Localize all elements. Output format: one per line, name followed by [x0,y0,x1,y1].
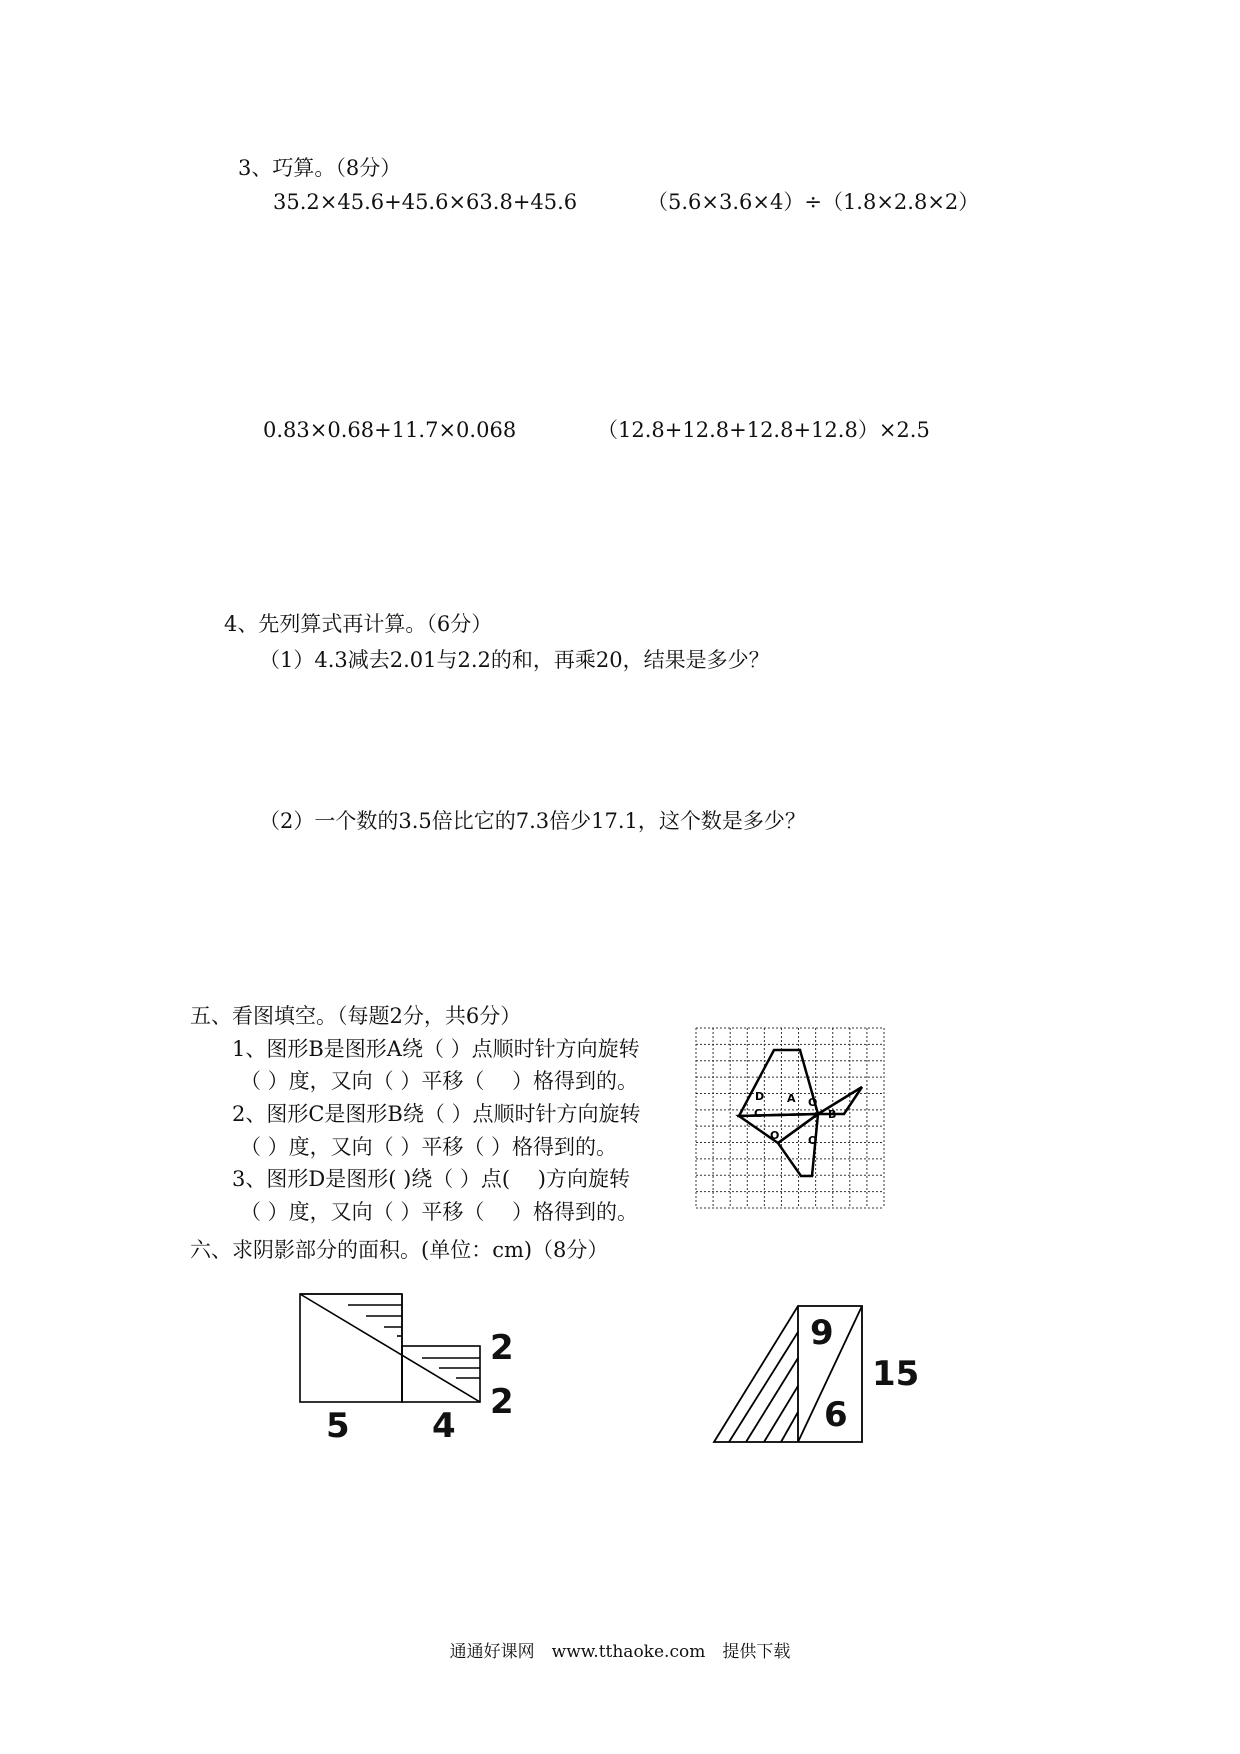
shape-a [739,1050,818,1116]
section6-heading: 六、求阴影部分的面积。(单位：cm)（8分） [190,1238,609,1262]
expression-2: （5.6×3.6×4）÷（1.8×2.8×2） [647,190,980,214]
grid-label-b: B [828,1108,837,1121]
section5-heading: 五、看图填空。（每题2分，共6分） [190,1004,522,1028]
fig2-label-side: 15 [872,1354,920,1394]
grid-label-d: D [755,1090,765,1103]
fill-line-6: （ ）度，又向（ ）平移（ ）格得到的。 [240,1200,639,1224]
section3-heading: 3、巧算。（8分） [238,156,402,180]
fig1-label-left: 5 [326,1406,350,1446]
expression-3: 0.83×0.68+11.7×0.068 [263,418,517,442]
hatch-line [781,1412,798,1442]
fill-line-1: 1、图形B是图形A绕（ ）点顺时针方向旋转 [232,1037,640,1061]
grid-label-o3: O [770,1129,780,1142]
fill-line-4: （ ）度，又向（ ）平移（ ）格得到的。 [240,1135,618,1159]
fill-line-3: 2、图形C是图形B绕（ ）点顺时针方向旋转 [232,1102,641,1126]
rotation-grid-figure [694,1026,886,1210]
fig1-label-top: 2 [490,1328,514,1368]
question-2: （2）一个数的3.5倍比它的7.3倍少17.1，这个数是多少？ [259,809,806,833]
expression-1: 35.2×45.6+45.6×63.8+45.6 [273,190,578,214]
expression-4: （12.8+12.8+12.8+12.8）×2.5 [597,418,930,442]
grid-label-a: A [787,1092,796,1105]
hatch-line [729,1332,798,1442]
fig1-label-bottom: 2 [490,1382,514,1422]
grid-label-c: C [754,1107,763,1120]
fig1-label-right: 4 [432,1406,456,1446]
fig2-label-top: 9 [810,1313,834,1353]
page-footer: 通通好课网 www.tthaoke.com 提供下载 [449,1642,791,1662]
fill-line-2: （ ）度，又向（ ）平移（ ）格得到的。 [240,1069,639,1093]
grid-label-o2: O [808,1134,818,1147]
question-1: （1）4.3减去2.01与2.2的和，再乘20，结果是多少？ [259,648,770,672]
fig2-label-bottom: 6 [824,1395,848,1435]
section4-heading: 4、先列算式再计算。（6分） [224,612,493,636]
grid-label-o1: O [808,1096,818,1109]
fill-line-5: 3、图形D是图形( )绕（ ）点( )方向旋转 [232,1167,630,1191]
hatch-line [764,1386,798,1442]
